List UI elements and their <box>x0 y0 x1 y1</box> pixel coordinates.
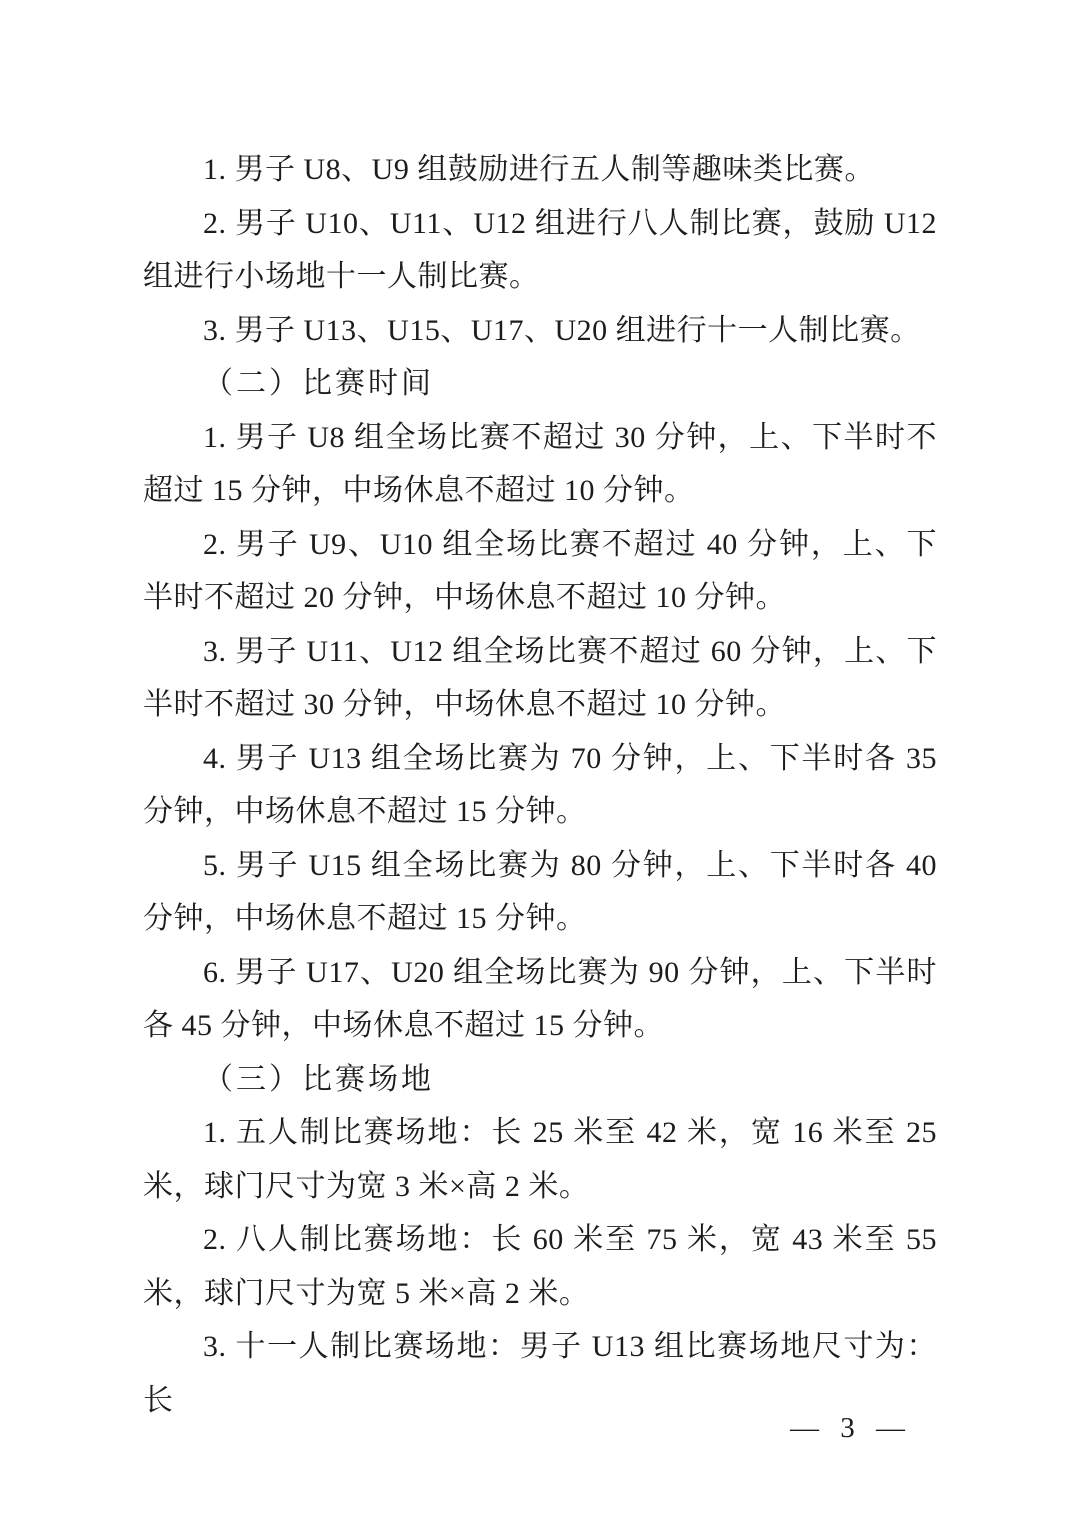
list-item: 5. 男子 U15 组全场比赛为 80 分钟，上、下半时各 40 分钟，中场休息不超过 15 分钟。 <box>143 848 937 935</box>
list-item: 3. 男子 U11、U12 组全场比赛不超过 60 分钟，上、下半时不超过 30 分钟，中场休息不超过 10 分钟。 <box>143 634 937 721</box>
list-item: 1. 男子 U8 组全场比赛不超过 30 分钟，上、下半时不超过 15 分钟，中场休息不超过 10 分钟。 <box>143 420 937 507</box>
document-body <box>143 143 937 1427</box>
list-item: 3. 男子 U13、U15、U17、U20 组进行十一人制比赛。 <box>203 313 921 347</box>
list-item: 1. 男子 U8、U9 组鼓励进行五人制等趣味类比赛。 <box>203 153 875 186</box>
list-item: 3. 十一人制比赛场地：男子 U13 组比赛场地尺寸为：长 <box>143 1330 937 1417</box>
list-item: 2. 男子 U10、U11、U12 组进行八人制比赛，鼓励 U12 组进行小场地十一人制比赛。 <box>143 206 937 293</box>
list-item: 2. 八人制比赛场地：长 60 米至 75 米，宽 43 米至 55 米，球门尺寸为宽 5 米×高 2 米。 <box>143 1223 937 1310</box>
list-item: 4. 男子 U13 组全场比赛为 70 分钟，上、下半时各 35 分钟，中场休息不超过 15 分钟。 <box>143 741 937 828</box>
section-heading-match-time: （二）比赛时间 <box>203 367 434 400</box>
section-heading-match-field: （三）比赛场地 <box>203 1062 434 1096</box>
list-item: 1. 五人制比赛场地：长 25 米至 42 米，宽 16 米至 25 米，球门尺寸为宽 3 米×高 2 米。 <box>143 1116 937 1203</box>
list-item: 6. 男子 U17、U20 组全场比赛为 90 分钟，上、下半时各 45 分钟，中场休息不超过 15 分钟。 <box>143 955 937 1042</box>
list-item: 2. 男子 U9、U10 组全场比赛不超过 40 分钟，上、下半时不超过 20 分钟，中场休息不超过 10 分钟。 <box>143 527 937 614</box>
page-number: — 3 — <box>790 1412 912 1444</box>
